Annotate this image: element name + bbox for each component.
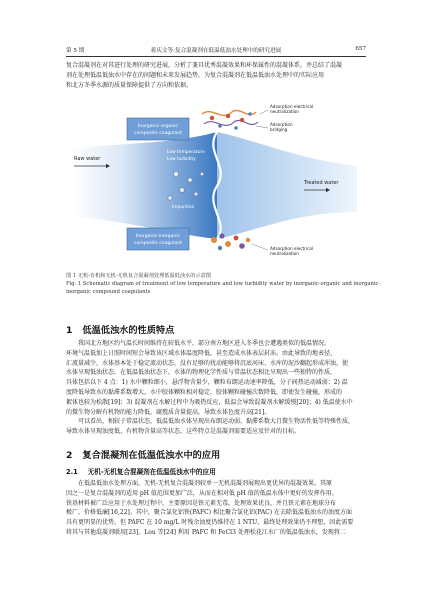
section-title: 复合混凝剂在低温低浊水中的应用 bbox=[82, 450, 221, 461]
adsorption-neutralization-2-label-1: Adsorption electrical bbox=[270, 246, 314, 251]
pointer-line bbox=[260, 110, 268, 114]
inorganic-inorganic-label-1: Inorganic-inorganic bbox=[135, 234, 181, 239]
header-rule bbox=[66, 56, 366, 57]
text-line: 具体包括以下 4 点：1) 水中颗粒细小，悬浮物含量少，颗粒布朗运动速率降低，分子间热运动减弱；2) 温 bbox=[66, 379, 348, 387]
section-1-paragraph bbox=[66, 339, 366, 437]
text-line: 在低温低浊水处理方面，无机-无机复合混凝剂较单一无机混凝剂展现出更优异的混凝效果。其原 bbox=[78, 480, 333, 487]
raw-water-label: Raw water bbox=[74, 156, 101, 162]
inorganic-inorganic-coagulant-box bbox=[127, 228, 189, 250]
text-line: 的微生物分解有机物的能力降低，腐殖质含量提高，导致水体色度升高[21]。 bbox=[66, 408, 271, 416]
text-line: 铁基材料被广泛应用于水处理过程中，主要原因是铁元素无毒，处理效果优良，并且铁元素在地球分布 bbox=[66, 499, 337, 507]
raw-water-band bbox=[72, 132, 217, 239]
caption-cn: 图 1 无机-有机和无机-无机复合混凝剂处理低温低浊水的示意图 bbox=[66, 273, 211, 279]
adsorption-neutralization-2-label-2: neutralization bbox=[270, 251, 299, 256]
page-number: 657 bbox=[355, 46, 366, 52]
low-turbidity-label: Low turbidity bbox=[167, 157, 196, 162]
text-line: 和北方冬季水源的质量保障提供了方向和依据。 bbox=[66, 81, 193, 89]
inorganic-organic-coagulant-box bbox=[127, 118, 189, 140]
section-number: 2.1 bbox=[66, 468, 78, 476]
adsorption-neutralization-label-1: Adsorption electrical bbox=[270, 104, 314, 109]
adsorption-bridging-label-2: bridging bbox=[270, 127, 288, 132]
adsorption-neutralization-label-2: neutralization bbox=[270, 109, 299, 114]
caption-en-2: inorganic compound coagulants bbox=[66, 289, 151, 295]
text-line: 具有更明显的优势，但 PAFC 在 10 mg/L 时残余浊度仍维持在 1 NTU，最终处理效果仍不理想，因此需要 bbox=[66, 519, 354, 527]
intro-paragraph bbox=[66, 61, 366, 90]
adsorption-bridging-label-1: Adsorption bbox=[270, 122, 293, 127]
treated-water-label: Treated water bbox=[304, 180, 339, 186]
text-line: 汇流量减少，水体基本处于稳定流动状态，没有足够的扰动能够将沉底河床、水库的泥沙翻起形成浑浊，使 bbox=[66, 359, 349, 367]
inorganic-organic-label-2: composite coagulant bbox=[133, 131, 183, 136]
figure-1-caption bbox=[66, 272, 381, 296]
text-line: 环境气温低加上日照时间短会导致该区域水体温度降低，甚至造成水体表层封冻。由此导致的地表径、 bbox=[66, 349, 337, 357]
text-line: 将其与其他混凝剂联用[23]。Lou 等[24] 利用 PAFC 和 FeCl3 处理松花江水厂的低温低浊水，发现将二 bbox=[66, 528, 346, 536]
section-title: 低温低浊水的性质特点 bbox=[82, 325, 175, 336]
text-line: 絮体也较为松散[19]；3) 混凝剂在水解过程中为吸热反应，低温会导致混凝剂水解缓慢[20]；4) 低温使水中 bbox=[66, 398, 353, 406]
inorganic-inorganic-label-2: composite coagulant bbox=[133, 241, 183, 246]
low-temperature-label: Low temperature bbox=[167, 150, 205, 155]
section-number: 1 bbox=[66, 325, 73, 336]
caption-en-1: Fig. 1 Schematic diagram of treatment of low temperature and low turbidity water by inorganic-organic and inorganic- bbox=[66, 281, 381, 287]
pointer-line bbox=[252, 244, 268, 250]
inorganic-organic-label-1: Inorganic-organic bbox=[137, 124, 179, 129]
section-1-heading bbox=[66, 322, 174, 336]
section-2-1-paragraph bbox=[66, 479, 366, 538]
text-line: 极广，价格低廉[16,22]。其中，聚合氯化铝铁(PAFC) 相比聚合氯化铝(PAC) 在去除低温低浊水的浊度方面 bbox=[66, 509, 353, 517]
text-line: 导致水体呈现浊度低、有机物含量高等状态。这些特点是混凝剂需要适应及针对的目标。 bbox=[66, 428, 301, 436]
text-line: 可以看出，相较于常温状态，低温低浊水体呈现出布朗运动弱、黏滞系数大且微生物活性低等特殊性质， bbox=[78, 418, 355, 426]
impurities-label: Impurities bbox=[172, 205, 195, 210]
pointer-line bbox=[256, 126, 268, 128]
text-line: 因之一是复合混凝剂的适用 pH 值范围更加广泛，从而在相对低 pH 值的低温水体中更好的发挥作用。 bbox=[66, 489, 338, 497]
text-line: 剂在处理低温低浊水中存在的问题和未来发展趋势，为复合混凝剂在低温低浊水处理中的实际应用 bbox=[66, 71, 325, 79]
text-line: 度降低导致水的黏滞系数增大，水中胶体颗粒相对稳定，胶体颗粒碰撞次数降低，即使发生碰撞，形成的 bbox=[66, 388, 343, 396]
organic-floc-top bbox=[202, 110, 258, 129]
text-line: 我国北方地区约气温长时间维持在较低水平，部分南方地区进入冬季也会遭遇类似的低温情况。 bbox=[78, 340, 331, 347]
running-header bbox=[66, 46, 366, 56]
section-2-1-heading bbox=[66, 466, 216, 476]
running-title: 蒋庆文等:复合混凝剂在低温低浊水处理中的研究进展 bbox=[150, 48, 282, 54]
section-2-heading bbox=[66, 447, 220, 461]
section-title: 无机-无机复合混凝剂在低温低浊水中的应用 bbox=[87, 468, 216, 476]
figure-1-schematic bbox=[72, 104, 357, 264]
issue-number: 第 5 期 bbox=[66, 48, 85, 54]
section-number: 2 bbox=[66, 450, 73, 461]
text-line: 复合混凝剂在对其进行处理的研究进展，分析了兼具优秀混凝效果和环保属性的混凝体系，并总结了混凝 bbox=[66, 62, 343, 69]
text-line: 水体呈现低浊状态。在低温低浊状态下，水体的物理化学性质与常温状态相比呈现出一些独特的性质， bbox=[66, 369, 337, 377]
